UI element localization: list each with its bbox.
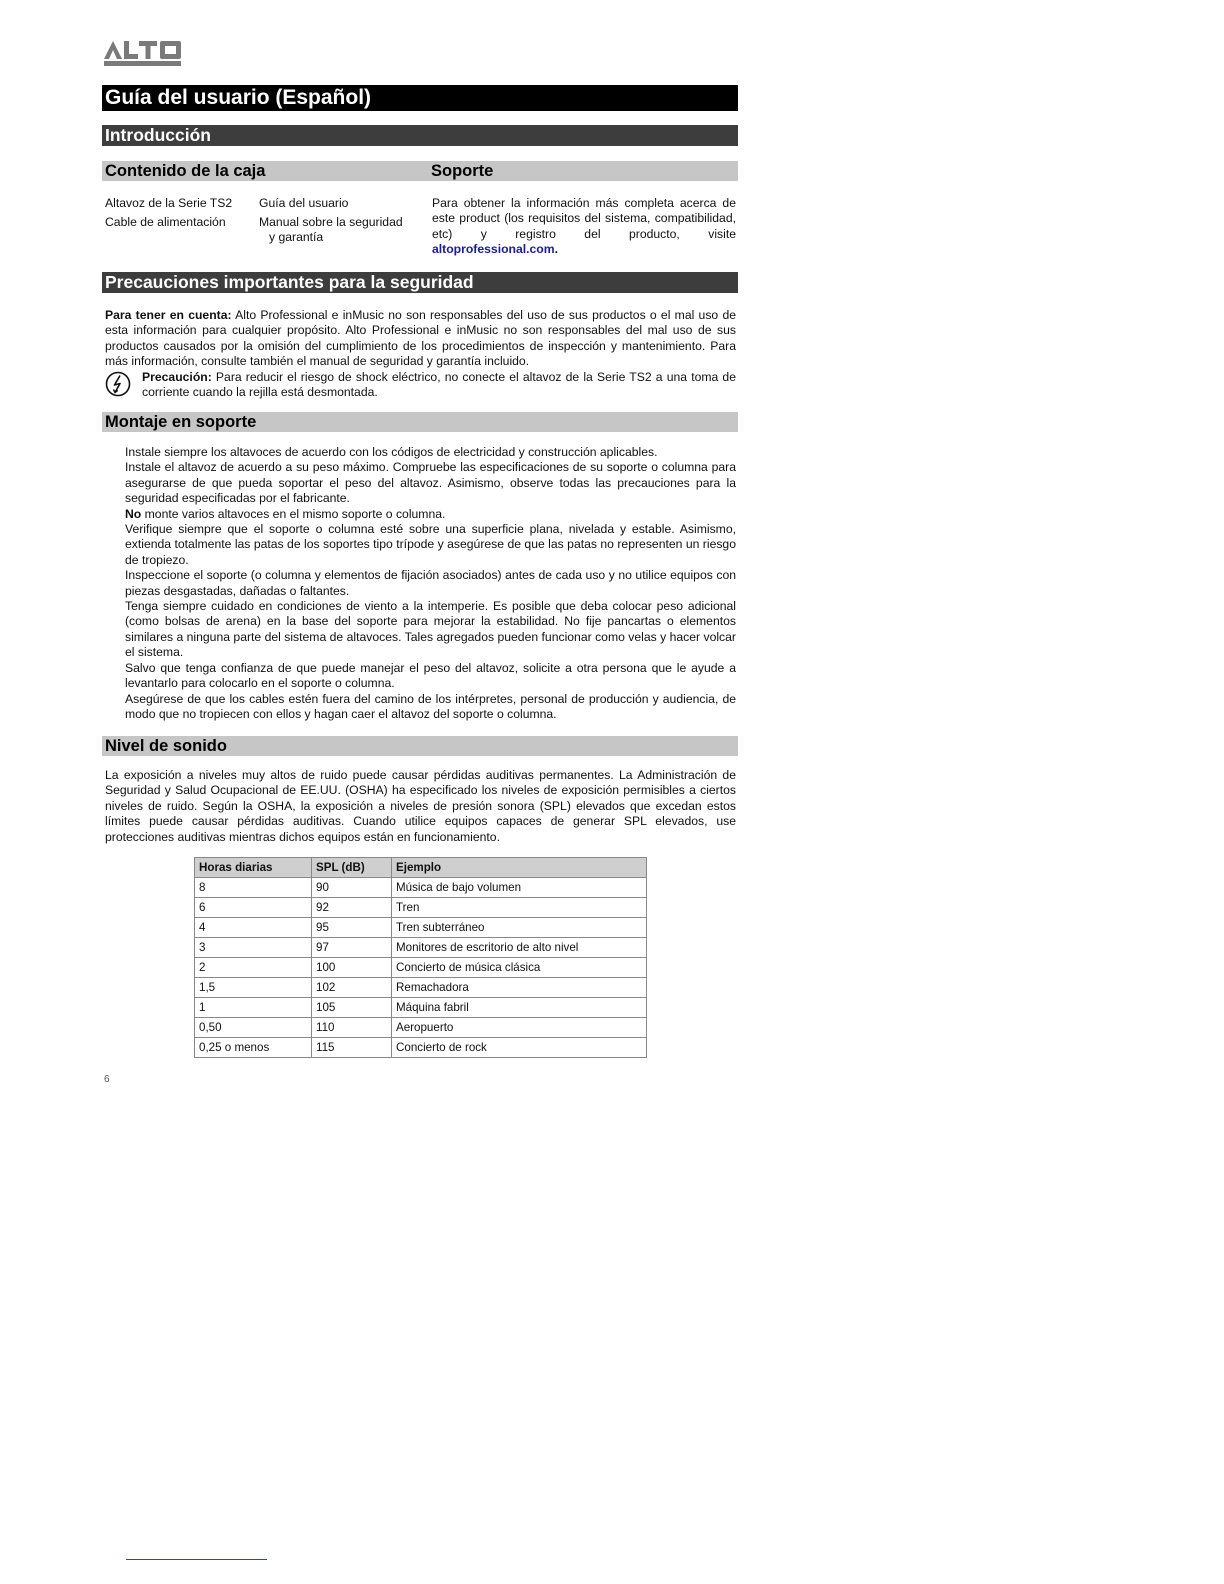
caution-text — [142, 370, 736, 401]
cell-example: Concierto de rock — [392, 1038, 647, 1058]
cell-hours: 2 — [195, 958, 312, 978]
caution-label: Precaución: — [142, 370, 212, 384]
header-spl: SPL (dB) — [312, 858, 392, 878]
cell-spl: 95 — [312, 918, 392, 938]
caution-body: Para reducir el riesgo de shock eléctrico, no conecte el altavoz de la Serie TS2 a una toma de corriente cuando la rejilla está desmontada. — [142, 370, 736, 400]
cell-spl: 90 — [312, 878, 392, 898]
box-item-user-guide: Guía del usuario — [259, 196, 349, 210]
mount-p3-rest: monte varios altavoces en el mismo soporte o columna. — [144, 506, 446, 521]
mount-paragraphs — [125, 445, 736, 722]
mount-p6: Tenga siempre cuidado en condiciones de viento a la intemperie. Es posible que deba colocar peso adicional (como bolsas de arena) en la base del soporte para mejorar la estabilidad. No fije pancartas o elementos similares a ninguna parte del sistema de altavoces. Tales agregados pueden funcionar como velas y hacer volcar el sistema. — [125, 599, 736, 660]
cell-hours: 4 — [195, 918, 312, 938]
page-number: 6 — [104, 1074, 110, 1085]
header-hours: Horas diarias — [195, 858, 312, 878]
box-item-safety-manual: Manual sobre la seguridad — [259, 215, 403, 229]
cell-spl: 92 — [312, 898, 392, 918]
table-row — [195, 1018, 647, 1038]
header-example: Ejemplo — [392, 858, 647, 878]
safety-note-text: Alto Professional e inMusic no son responsables del uso de sus productos o el mal uso de esta información para cualquier propósito. Alto Professional e inMusic no son responsables del mal uso de sus productos causados por la omisión del cumplimiento de los procedimientos de inspección y mantenimiento. Para más información, consulte también el manual de seguridad y garantía incluido. — [105, 308, 737, 369]
cell-hours: 1 — [195, 998, 312, 1018]
cell-example: Remachadora — [392, 978, 647, 998]
cell-hours: 0,25 o menos — [195, 1038, 312, 1058]
table-row — [195, 938, 647, 958]
box-item-power-cable: Cable de alimentación — [105, 215, 226, 229]
box-item-safety-manual-cont: y garantía — [269, 230, 324, 244]
table-row — [195, 998, 647, 1018]
support-text — [432, 196, 736, 258]
mount-p1: Instale siempre los altavoces de acuerdo con los códigos de electricidad y construcción aplicables. — [125, 445, 658, 459]
cell-spl: 115 — [312, 1038, 392, 1058]
table-row — [195, 878, 647, 898]
footer-rule — [126, 1559, 267, 1560]
cell-hours: 3 — [195, 938, 312, 958]
spl-table-header — [195, 858, 647, 878]
box-contents-heading: Contenido de la caja — [102, 161, 428, 181]
cell-example: Aeropuerto — [392, 1018, 647, 1038]
alto-logo-mark — [104, 40, 182, 68]
section-heading-introduccion: Introducción — [102, 125, 738, 146]
cell-example: Máquina fabril — [392, 998, 647, 1018]
lightning-warning-icon — [105, 371, 131, 397]
cell-hours: 8 — [195, 878, 312, 898]
page-title: Guía del usuario (Español) — [102, 85, 738, 111]
mount-p3 — [125, 507, 736, 522]
section-heading-mount: Montaje en soporte — [102, 412, 738, 432]
safety-note-label: Para tener en cuenta: — [105, 308, 232, 322]
safety-note — [105, 308, 736, 370]
mount-p7: Salvo que tenga confianza de que puede manejar el peso del altavoz, solicite a otra persona que le ayude a levantarlo para colocarlo en el soporte o columna. — [125, 660, 736, 691]
cell-spl: 110 — [312, 1018, 392, 1038]
box-item-speaker: Altavoz de la Serie TS2 — [105, 196, 233, 210]
cell-spl: 102 — [312, 978, 392, 998]
table-row — [195, 898, 647, 918]
mount-p2: Instale el altavoz de acuerdo a su peso máximo. Compruebe las especificaciones de su soporte o columna para asegurarse de que pueda soportar el peso del altavoz. Asimismo, observe todas las precauciones para la seguridad especificadas por el fabricante. — [125, 460, 736, 506]
cell-example: Música de bajo volumen — [392, 878, 647, 898]
cell-hours: 6 — [195, 898, 312, 918]
sound-text: La exposición a niveles muy altos de ruido puede causar pérdidas auditivas permanentes. La Administración de Seguridad y Salud Ocupacional de EE.UU. (OSHA) ha especificado los niveles de exposición permisibles a ciertos niveles de ruido. Según la OSHA, la exposición a niveles de presión sonora (SPL) elevados que excedan estos límites puede causar pérdidas auditivas. Cuando utilice equipos capaces de generar SPL elevados, use protecciones auditivas mientras dichos equipos están en funcionamiento. — [105, 768, 736, 844]
cell-spl: 105 — [312, 998, 392, 1018]
cell-spl: 97 — [312, 938, 392, 958]
alto-logo — [104, 40, 182, 68]
support-body: Para obtener la información más completa acerca de este product (los requisitos del sistema, compatibilidad, etc) y registro del producto, visite — [432, 196, 736, 241]
support-heading: Soporte — [428, 161, 738, 181]
cell-hours: 0,50 — [195, 1018, 312, 1038]
cell-example: Tren — [392, 898, 647, 918]
cell-example: Concierto de música clásica — [392, 958, 647, 978]
cell-example: Monitores de escritorio de alto nivel — [392, 938, 647, 958]
cell-example: Tren subterráneo — [392, 918, 647, 938]
table-row — [195, 1038, 647, 1058]
cell-spl: 100 — [312, 958, 392, 978]
section-heading-sound: Nivel de sonido — [102, 736, 738, 756]
mount-p8: Asegúrese de que los cables estén fuera del camino de los intérpretes, personal de producción y audiencia, de modo que no tropiecen con ellos y hagan caer el altavoz del soporte o columna. — [125, 691, 736, 721]
table-row — [195, 918, 647, 938]
spl-table — [194, 857, 647, 1058]
support-link-period: . — [554, 242, 558, 257]
cell-hours: 1,5 — [195, 978, 312, 998]
mount-p3-bold: No — [125, 506, 142, 521]
mount-p5: Inspeccione el soporte (o columna y elementos de fijación asociados) antes de cada uso y no utilice equipos con piezas desgastadas, dañadas o faltantes. — [125, 568, 736, 598]
support-link[interactable]: altoprofessional.com — [432, 242, 555, 257]
section-heading-safety: Precauciones importantes para la seguridad — [102, 272, 738, 293]
table-row — [195, 958, 647, 978]
mount-p4: Verifique siempre que el soporte o columna esté sobre una superficie plana, nivelada y estable. Asimismo, extienda totalmente las patas de los soportes tipo trípode y asegúrese de que las patas no representen un riesgo de tropiezo. — [125, 522, 736, 567]
table-row — [195, 978, 647, 998]
